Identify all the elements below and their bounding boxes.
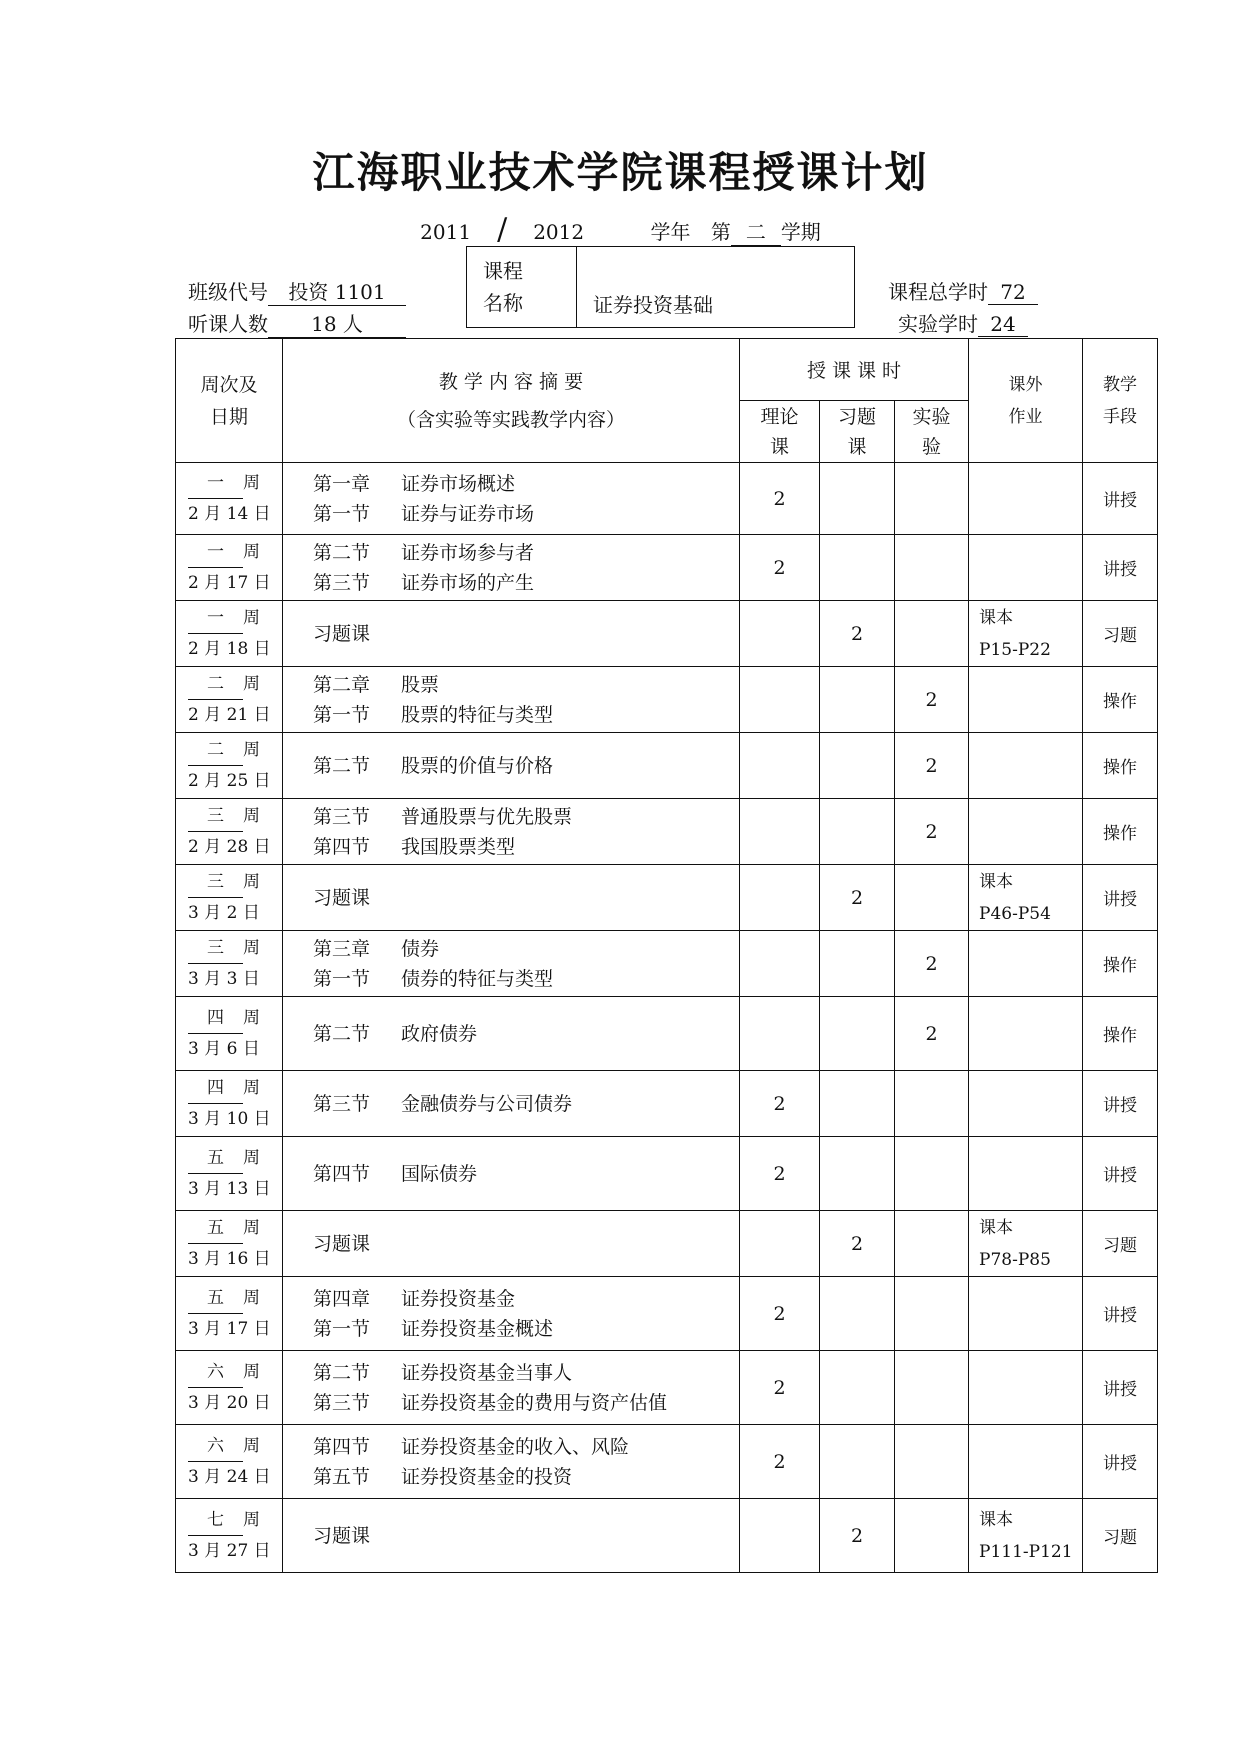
section-label: 第三节 (313, 805, 371, 828)
homework-cell (969, 667, 1083, 733)
students-label: 听课人数 (188, 312, 268, 336)
table-row (176, 667, 1158, 733)
lab-hours (895, 463, 969, 535)
week-suffix: 周 (243, 1510, 260, 1530)
week-date-cell (176, 997, 283, 1071)
exercise-hours: 2 (820, 1211, 895, 1277)
exercise-hours (820, 667, 895, 733)
content-cell (283, 931, 740, 997)
date-text: 2 月 18 日 (188, 639, 271, 659)
exercise-hours: 2 (820, 601, 895, 667)
table-row (176, 997, 1158, 1071)
content-cell (283, 601, 740, 667)
week-suffix: 周 (243, 608, 260, 628)
week-number: 四 (188, 1003, 243, 1034)
teaching-method: 讲授 (1083, 535, 1158, 601)
class-code-value: 投资 1101 (268, 276, 406, 306)
week-date-cell (176, 1425, 283, 1499)
theory-hours: 2 (740, 535, 820, 601)
homework-book: 课本 (979, 871, 1014, 892)
section-title: 政府债券 (401, 1022, 478, 1045)
content-cell (283, 1277, 740, 1351)
content-cell (283, 1499, 740, 1573)
exercise-hours (820, 733, 895, 799)
week-number: 一 (188, 603, 243, 634)
exercise-hours (820, 931, 895, 997)
total-hours-line (888, 276, 1038, 305)
section-label: 习题课 (313, 1524, 371, 1547)
lab-hours (895, 601, 969, 667)
header-exercise: 习题 课 (820, 401, 895, 463)
year-end: 2012 (533, 220, 585, 244)
homework-cell (969, 1425, 1083, 1499)
table-row (176, 1277, 1158, 1351)
exercise-hours (820, 1071, 895, 1137)
class-code-line (188, 276, 406, 306)
week-suffix: 周 (243, 1148, 260, 1168)
table-row (176, 865, 1158, 931)
table-row (176, 931, 1158, 997)
week-number: 一 (188, 468, 243, 499)
lab-hours: 2 (895, 667, 969, 733)
section-title: 普通股票与优先股票 (401, 805, 573, 828)
section-title: 证券市场参与者 (401, 541, 535, 564)
section-title: 证券投资基金的收入、风险 (401, 1435, 630, 1458)
homework-pages: P111-P121 (979, 1541, 1073, 1562)
date-text: 2 月 28 日 (188, 837, 271, 857)
lab-hours (895, 1425, 969, 1499)
semester-prefix: 第 (710, 220, 731, 244)
date-text: 3 月 6 日 (188, 1039, 260, 1059)
lab-hours: 2 (895, 733, 969, 799)
year-slash: / (497, 212, 508, 247)
section-title: 证券市场的产生 (401, 571, 535, 594)
theory-hours: 2 (740, 1425, 820, 1499)
term-line (0, 212, 1241, 247)
section-title: 证券投资基金当事人 (401, 1361, 573, 1384)
homework-cell (969, 1499, 1083, 1573)
theory-hours (740, 865, 820, 931)
week-date-cell (176, 601, 283, 667)
section-title: 证券投资基金的投资 (401, 1465, 573, 1488)
section-title: 证券与证券市场 (401, 502, 535, 525)
week-suffix: 周 (243, 473, 260, 493)
week-date-cell (176, 1211, 283, 1277)
lab-hours (895, 1071, 969, 1137)
week-date-cell (176, 1071, 283, 1137)
section-label: 第五节 (313, 1465, 371, 1488)
teaching-method: 习题 (1083, 1499, 1158, 1573)
content-cell (283, 535, 740, 601)
header-homework: 课外 作业 (969, 339, 1083, 463)
week-number: 六 (188, 1431, 243, 1462)
date-text: 3 月 3 日 (188, 969, 260, 989)
section-label: 第四章 (313, 1287, 371, 1310)
homework-cell (969, 1277, 1083, 1351)
teaching-method: 操作 (1083, 931, 1158, 997)
section-title: 股票的价值与价格 (401, 754, 554, 777)
date-text: 3 月 10 日 (188, 1109, 271, 1129)
date-text: 3 月 13 日 (188, 1179, 271, 1199)
week-suffix: 周 (243, 740, 260, 760)
theory-hours (740, 1211, 820, 1277)
students-value: 18 人 (268, 308, 406, 338)
section-title: 证券市场概述 (401, 472, 516, 495)
homework-book: 课本 (979, 1217, 1014, 1238)
week-suffix: 周 (243, 674, 260, 694)
homework-book: 课本 (979, 607, 1014, 628)
week-date-cell (176, 1351, 283, 1425)
theory-hours (740, 799, 820, 865)
lab-hours-value: 24 (978, 312, 1028, 337)
year-start: 2011 (420, 220, 472, 244)
lab-hours (895, 1277, 969, 1351)
theory-hours: 2 (740, 463, 820, 535)
week-date-cell (176, 1499, 283, 1573)
date-text: 3 月 24 日 (188, 1467, 271, 1487)
theory-hours: 2 (740, 1071, 820, 1137)
table-row (176, 733, 1158, 799)
week-date-cell (176, 931, 283, 997)
exercise-hours (820, 1351, 895, 1425)
week-number: 二 (188, 735, 243, 766)
theory-hours: 2 (740, 1277, 820, 1351)
teaching-method: 讲授 (1083, 865, 1158, 931)
teaching-method: 讲授 (1083, 1071, 1158, 1137)
table-row (176, 535, 1158, 601)
week-suffix: 周 (243, 806, 260, 826)
semester-value: 二 (731, 216, 781, 246)
week-suffix: 周 (243, 1362, 260, 1382)
section-title: 股票 (401, 673, 440, 696)
teaching-method: 操作 (1083, 733, 1158, 799)
teaching-method: 讲授 (1083, 1277, 1158, 1351)
students-line (188, 308, 406, 338)
course-name-box (466, 246, 855, 328)
theory-hours: 2 (740, 1351, 820, 1425)
lab-hours (895, 1211, 969, 1277)
content-cell (283, 667, 740, 733)
content-cell (283, 463, 740, 535)
teaching-method: 操作 (1083, 667, 1158, 733)
homework-cell (969, 931, 1083, 997)
homework-cell (969, 997, 1083, 1071)
plan-table (175, 338, 1158, 1573)
course-name-value: 证券投资基础 (593, 293, 713, 317)
content-cell (283, 799, 740, 865)
week-number: 七 (188, 1505, 243, 1536)
section-title: 证券投资基金的费用与资产估值 (401, 1391, 668, 1414)
teaching-method: 讲授 (1083, 463, 1158, 535)
lab-hours-label: 实验学时 (898, 312, 978, 336)
week-number: 四 (188, 1073, 243, 1104)
section-title: 股票的特征与类型 (401, 703, 554, 726)
homework-cell (969, 1071, 1083, 1137)
homework-cell (969, 1351, 1083, 1425)
section-label: 第四节 (313, 835, 371, 858)
section-label: 第三章 (313, 937, 371, 960)
exercise-hours (820, 799, 895, 865)
section-label: 第四节 (313, 1435, 371, 1458)
week-date-cell (176, 1277, 283, 1351)
week-date-cell (176, 535, 283, 601)
date-text: 3 月 17 日 (188, 1319, 271, 1339)
section-title: 债券的特征与类型 (401, 967, 554, 990)
date-text: 2 月 17 日 (188, 573, 271, 593)
teaching-method: 习题 (1083, 1211, 1158, 1277)
exercise-hours (820, 463, 895, 535)
table-row (176, 1351, 1158, 1425)
date-text: 2 月 25 日 (188, 771, 271, 791)
lab-hours: 2 (895, 997, 969, 1071)
week-number: 六 (188, 1357, 243, 1388)
total-hours-value: 72 (988, 280, 1038, 305)
teaching-method: 操作 (1083, 799, 1158, 865)
homework-cell (969, 865, 1083, 931)
homework-cell (969, 799, 1083, 865)
theory-hours (740, 1499, 820, 1573)
lab-hours: 2 (895, 931, 969, 997)
lab-hours (895, 865, 969, 931)
date-text: 2 月 14 日 (188, 504, 271, 524)
week-suffix: 周 (243, 1008, 260, 1028)
date-text: 3 月 16 日 (188, 1249, 271, 1269)
table-row (176, 1211, 1158, 1277)
section-label: 第二节 (313, 754, 371, 777)
content-cell (283, 1351, 740, 1425)
header-lab: 实验 验 (895, 401, 969, 463)
homework-pages: P78-P85 (979, 1249, 1051, 1270)
homework-cell (969, 733, 1083, 799)
theory-hours (740, 931, 820, 997)
week-suffix: 周 (243, 1436, 260, 1456)
week-number: 三 (188, 801, 243, 832)
table-row (176, 601, 1158, 667)
section-label: 第二节 (313, 1022, 371, 1045)
week-number: 五 (188, 1283, 243, 1314)
table-row (176, 463, 1158, 535)
content-cell (283, 1137, 740, 1211)
class-code-label: 班级代号 (188, 280, 268, 304)
section-label: 习题课 (313, 1232, 371, 1255)
homework-book: 课本 (979, 1509, 1014, 1530)
week-date-cell (176, 865, 283, 931)
year-label: 学年 (650, 220, 691, 244)
content-cell (283, 1425, 740, 1499)
section-title: 证券投资基金概述 (401, 1317, 554, 1340)
section-label: 习题课 (313, 886, 371, 909)
theory-hours: 2 (740, 1137, 820, 1211)
section-label: 第一节 (313, 502, 371, 525)
exercise-hours: 2 (820, 1499, 895, 1573)
section-label: 第一章 (313, 472, 371, 495)
content-cell (283, 865, 740, 931)
week-suffix: 周 (243, 1218, 260, 1238)
page-title: 江海职业技术学院课程授课计划 (312, 148, 929, 197)
content-cell (283, 733, 740, 799)
homework-cell (969, 1137, 1083, 1211)
section-title: 债券 (401, 937, 440, 960)
theory-hours (740, 601, 820, 667)
semester-label: 学期 (780, 220, 821, 244)
section-title: 金融债券与公司债券 (401, 1092, 573, 1115)
week-suffix: 周 (243, 542, 260, 562)
exercise-hours (820, 535, 895, 601)
lab-hours (895, 535, 969, 601)
section-label: 第三节 (313, 1092, 371, 1115)
lab-hours (895, 1499, 969, 1573)
section-label: 第二节 (313, 1361, 371, 1384)
week-number: 一 (188, 537, 243, 568)
course-name-label: 课程 名称 (467, 247, 577, 327)
theory-hours (740, 667, 820, 733)
week-date-cell (176, 667, 283, 733)
section-title: 我国股票类型 (401, 835, 516, 858)
table-row (176, 1425, 1158, 1499)
section-label: 第三节 (313, 571, 371, 594)
homework-cell (969, 601, 1083, 667)
theory-hours (740, 733, 820, 799)
section-title: 证券投资基金 (401, 1287, 516, 1310)
exercise-hours (820, 997, 895, 1071)
lab-hours: 2 (895, 799, 969, 865)
week-number: 三 (188, 867, 243, 898)
theory-hours (740, 997, 820, 1071)
section-label: 第二章 (313, 673, 371, 696)
week-number: 二 (188, 669, 243, 700)
teaching-method: 讲授 (1083, 1351, 1158, 1425)
date-text: 3 月 2 日 (188, 903, 260, 923)
header-hours: 授 课 课 时 (740, 339, 969, 401)
section-label: 第一节 (313, 703, 371, 726)
week-suffix: 周 (243, 1288, 260, 1308)
homework-cell (969, 535, 1083, 601)
exercise-hours (820, 1425, 895, 1499)
week-date-cell (176, 733, 283, 799)
section-label: 第一节 (313, 1317, 371, 1340)
exercise-hours: 2 (820, 865, 895, 931)
section-label: 习题课 (313, 622, 371, 645)
homework-cell (969, 1211, 1083, 1277)
header-theory: 理论 课 (740, 401, 820, 463)
section-label: 第一节 (313, 967, 371, 990)
lab-hours (895, 1137, 969, 1211)
header-content: 教 学 内 容 摘 要 （含实验等实践教学内容） (283, 339, 740, 463)
section-label: 第四节 (313, 1162, 371, 1185)
table-row (176, 1499, 1158, 1573)
table-row (176, 1137, 1158, 1211)
header-week-date: 周次及 日期 (176, 339, 283, 463)
date-text: 2 月 21 日 (188, 705, 271, 725)
content-cell (283, 997, 740, 1071)
total-hours-label: 课程总学时 (888, 280, 988, 304)
lab-hours-line (898, 308, 1028, 337)
teaching-method: 习题 (1083, 601, 1158, 667)
exercise-hours (820, 1277, 895, 1351)
lab-hours (895, 1351, 969, 1425)
week-suffix: 周 (243, 1078, 260, 1098)
section-label: 第三节 (313, 1391, 371, 1414)
week-suffix: 周 (243, 938, 260, 958)
week-suffix: 周 (243, 872, 260, 892)
content-cell (283, 1211, 740, 1277)
exercise-hours (820, 1137, 895, 1211)
date-text: 3 月 27 日 (188, 1541, 271, 1561)
week-number: 五 (188, 1143, 243, 1174)
teaching-method: 讲授 (1083, 1137, 1158, 1211)
section-label: 第二节 (313, 541, 371, 564)
homework-cell (969, 463, 1083, 535)
teaching-method: 操作 (1083, 997, 1158, 1071)
plan-body (176, 463, 1158, 1573)
week-number: 三 (188, 933, 243, 964)
table-row (176, 1071, 1158, 1137)
teaching-method: 讲授 (1083, 1425, 1158, 1499)
table-row (176, 799, 1158, 865)
date-text: 3 月 20 日 (188, 1393, 271, 1413)
week-date-cell (176, 799, 283, 865)
week-date-cell (176, 1137, 283, 1211)
homework-pages: P46-P54 (979, 903, 1051, 924)
section-title: 国际债券 (401, 1162, 478, 1185)
header-method: 教学 手段 (1083, 339, 1158, 463)
content-cell (283, 1071, 740, 1137)
homework-pages: P15-P22 (979, 639, 1051, 660)
week-number: 五 (188, 1213, 243, 1244)
week-date-cell (176, 463, 283, 535)
